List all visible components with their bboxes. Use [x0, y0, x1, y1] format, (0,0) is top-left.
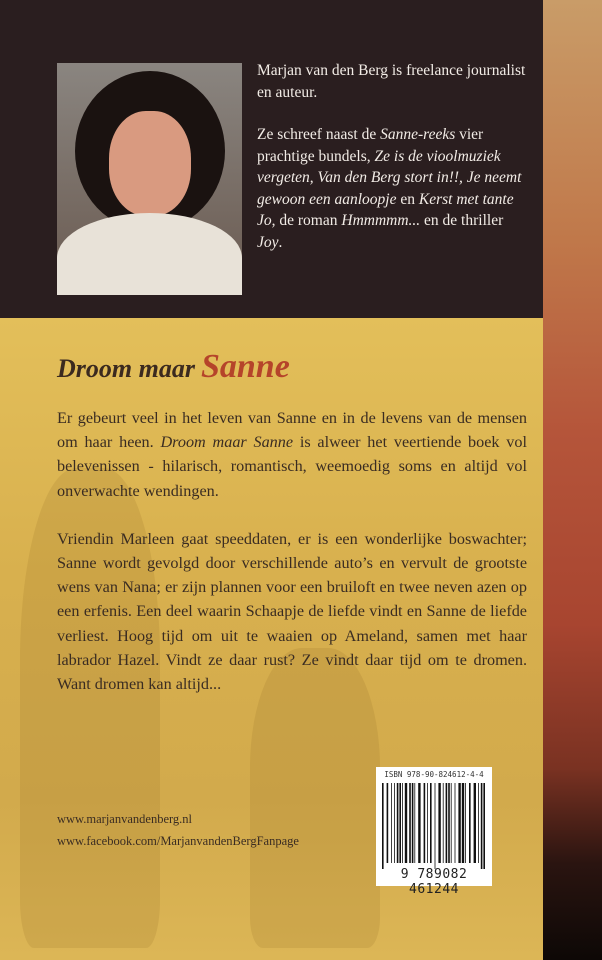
barcode-bar: [465, 783, 466, 863]
bio-text: Ze is de vioolmuziek vergeten, Van den Berg stort in!!, Je neemt gewoon een aanloopje: [257, 147, 522, 208]
barcode: [376, 767, 492, 897]
bio-text: Joy: [257, 233, 279, 251]
barcode-bar: [483, 783, 485, 869]
barcode-bar: [394, 783, 395, 863]
blurb-text: Er gebeurt veel in het leven van Sanne en in de levens van de mensen om haar heen.: [57, 409, 527, 452]
book-title: [57, 348, 290, 386]
ean-number: 9 789082 461244: [400, 867, 468, 897]
bio-paragraph: [257, 60, 527, 103]
facebook-link[interactable]: www.facebook.com/MarjanvandenBergFanpage: [57, 834, 299, 848]
barcode-bar: [391, 783, 392, 863]
website-link[interactable]: www.marjanvandenberg.nl: [57, 812, 193, 826]
barcode-bars: [380, 783, 488, 869]
bio-text: Hmmmmm...: [341, 212, 421, 229]
title-part1: Droom maar: [57, 354, 195, 383]
author-photo: [57, 63, 242, 295]
bio-text: Ze schreef naast de: [257, 126, 381, 143]
barcode-bar: [448, 783, 450, 863]
blurb-paragraph: [57, 527, 527, 696]
barcode-bar: [397, 783, 399, 863]
barcode-bar: [430, 783, 432, 863]
barcode-bar: [427, 783, 428, 863]
barcode-bar: [424, 783, 426, 863]
barcode-bar: [418, 783, 420, 863]
isbn-label: ISBN 978-90-824612-4-4: [384, 770, 484, 779]
barcode-bar: [412, 783, 414, 863]
bio-text: en de thriller: [420, 212, 504, 229]
barcode-bar: [387, 783, 389, 863]
barcode-bar: [399, 783, 401, 863]
bio-text: Marjan van den Berg is freelance journalist en auteur.: [257, 62, 526, 101]
barcode-bar: [458, 783, 460, 863]
barcode-bar: [469, 783, 471, 863]
barcode-bar: [474, 783, 476, 863]
barcode-bar: [451, 783, 452, 863]
barcode-bar: [414, 783, 415, 863]
barcode-bar: [438, 783, 440, 863]
bio-text: .: [278, 233, 283, 251]
barcode-bar: [382, 783, 384, 869]
barcode-bar: [405, 783, 407, 863]
bio-paragraph: [257, 124, 527, 253]
barcode-bar: [481, 783, 483, 869]
bio-text: Kerst met tante Jo: [257, 190, 514, 229]
front-cover-edge: [543, 0, 602, 960]
links: [57, 808, 299, 852]
bio-text: vier prachtige bundels,: [257, 126, 484, 165]
barcode-bar: [462, 783, 464, 863]
blurb-text: is alweer het veertiende boek vol belevenissen - hilarisch, romantisch, weemoedig soms en altijd vol onverwachte wendingen.: [57, 433, 527, 500]
barcode-bar: [409, 783, 411, 863]
book-blurb: [57, 406, 527, 720]
bio-text: Sanne-reeks: [380, 126, 456, 143]
barcode-bar: [435, 783, 436, 869]
blurb-text: Droom maar Sanne: [160, 433, 294, 452]
blurb-paragraph: [57, 406, 527, 503]
barcode-bar: [443, 783, 444, 863]
barcode-bar: [478, 783, 479, 863]
author-bio: [257, 60, 527, 274]
barcode-bar: [455, 783, 456, 863]
title-part2: Sanne: [200, 348, 290, 385]
blurb-text: Vriendin Marleen gaat speeddaten, er is een wonderlijke boswachter; Sanne wordt gevolgd door verschillende auto’s en vervult de grootste wens van Nana; er zijn plannen voor een bruiloft en twee neven azen op een erfenis. Een deel waarin Schaapje de liefde vindt en Sanne de liefde verliest. Hoog tijd om uit te waaien op Ameland, samen met haar labrador Hazel. Vindt ze daar rust? Ze vindt daar tijd om te dromen. Want dromen kan altijd...: [57, 529, 527, 694]
bio-text: , de roman: [271, 212, 342, 229]
bio-text: en: [396, 190, 419, 208]
barcode-bar: [446, 783, 448, 863]
barcode-bar: [402, 783, 403, 863]
